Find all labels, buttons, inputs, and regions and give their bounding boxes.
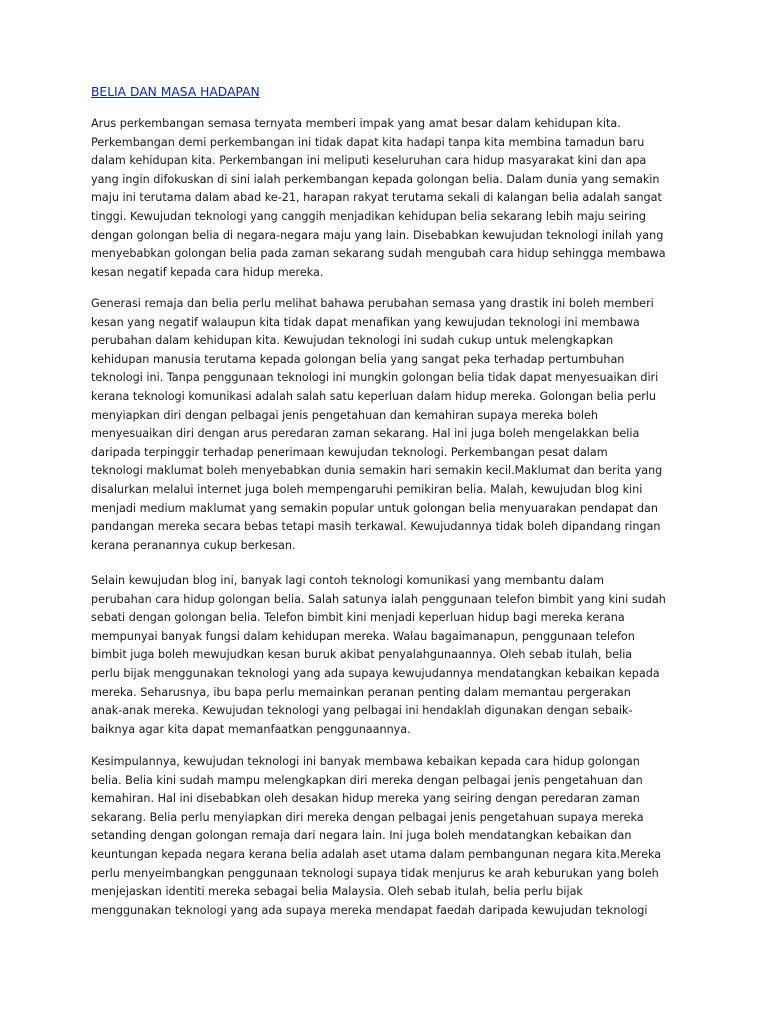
paragraph-line: menyiapkan diri dengan pelbagai jenis pengetahuan dan kemahiran supaya mereka boleh: [91, 408, 598, 422]
paragraph-line: teknologi maklumat boleh menyebabkan dunia semakin hari semakin kecil.Maklumat dan berita yang: [91, 464, 663, 478]
paragraph-line: perlu menyeimbangkan penggunaan teknologi supaya tidak menjurus ke arah keburukan yang boleh: [91, 866, 659, 880]
paragraph-line: dalam kehidupan kita. Perkembangan ini meliputi keseluruhan cara hidup masyarakat kini dan apa: [91, 154, 647, 168]
paragraph-line: kerana peranannya cukup berkesan.: [91, 538, 296, 552]
paragraph-line: menjadi medium maklumat yang semakin popular untuk golongan belia menyuarakan pendapat dan: [91, 501, 659, 515]
paragraph-1: [91, 115, 666, 282]
paragraph-line: anak-anak mereka. Kewujudan teknologi yang pelbagai ini hendaklah digunakan dengan sebaik-: [91, 704, 633, 718]
paragraph-2: [91, 295, 662, 555]
paragraph-line: kerana teknologi komunikasi adalah salah satu keperluan dalam hidup mereka. Golongan belia perlu: [91, 389, 656, 403]
paragraph-line: Generasi remaja dan belia perlu melihat bahawa perubahan semasa yang drastik ini boleh memberi: [91, 297, 654, 310]
paragraph-line: mereka. Seharusnya, ibu bapa perlu memainkan peranan penting dalam memantau pergerakan: [91, 685, 631, 699]
paragraph-line: pandangan mereka secara bebas tetapi masih terkawal. Kewujudannya tidak boleh dipandang ringan: [91, 520, 661, 534]
paragraph-line: sebati dengan golongan belia. Telefon bimbit kini menjadi keperluan hidup bagi mereka kerana: [91, 611, 625, 625]
paragraph-line: tinggi. Kewujudan teknologi yang canggih menjadikan kehidupan belia sekarang lebih maju seiring: [91, 209, 646, 223]
paragraph-line: yang ingin difokuskan di sini ialah perkembangan kepada golongan belia. Dalam dunia yang semakin: [91, 172, 660, 186]
paragraph-line: disalurkan melalui internet juga boleh mempengaruhi pemikiran belia. Malah, kewujudan blog kini: [91, 482, 643, 496]
paragraph-line: menjejaskan identiti mereka sebagai belia Malaysia. Oleh sebab itulah, belia perlu bijak: [91, 885, 583, 899]
paragraph-4: [91, 753, 661, 920]
paragraph-line: keuntungan kepada negara kerana belia adalah aset utama dalam pembangunan negara kita.Mereka: [91, 847, 662, 861]
paragraph-line: maju ini terutama dalam abad ke-21, harapan rakyat terutama sekali di kalangan belia adalah sangat: [91, 191, 662, 205]
paragraph-line: kemahiran. Hal ini disebabkan oleh desakan hidup mereka yang seiring dengan peredaran zaman: [91, 792, 640, 806]
paragraph-line: setanding dengan golongan remaja dari negara lain. Ini juga boleh mendatangkan kebaikan dan: [91, 829, 632, 843]
paragraph-line: perlu bijak menggunakan teknologi yang ada supaya kewujudannya mendatangkan kebaikan kepada: [91, 666, 660, 680]
paragraph-line: Perkembangan demi perkembangan ini tidak dapat kita hadapi tanpa kita membina tamadun baru: [91, 135, 645, 149]
paragraph-line: daripada terpinggir terhadap penerimaan kewujudan teknologi. Perkembangan pesat dalam: [91, 445, 608, 459]
paragraph-line: Arus perkembangan semasa ternyata memberi impak yang amat besar dalam kehidupan kita.: [91, 117, 621, 130]
paragraph-line: teknologi ini. Tanpa penggunaan teknologi ini mungkin golongan belia tidak dapat menyesuaikan diri: [91, 371, 659, 385]
paragraph-line: sekarang. Belia perlu menyiapkan diri mereka dengan pelbagai jenis pengetahuan supaya mereka: [91, 810, 644, 824]
paragraph-3: [91, 572, 666, 739]
paragraph-line: bimbit juga boleh mewujudkan kesan buruk akibat penyalahgunaannya. Oleh sebab itulah, belia: [91, 648, 633, 662]
paragraph-line: perubahan dalam kehidupan kita. Kewujudan teknologi ini sudah cukup untuk melengkapkan: [91, 334, 614, 348]
paragraph-line: mempunyai banyak fungsi dalam kehidupan mereka. Walau bagaimanapun, penggunaan telefon: [91, 629, 635, 643]
paragraph-line: menggunakan teknologi yang ada supaya mereka mendapat faedah daripada kewujudan teknologi: [91, 903, 648, 917]
paragraph-line: kesan yang negatif walaupun kita tidak dapat menafikan yang kewujudan teknologi ini membawa: [91, 315, 640, 329]
paragraph-line: Kesimpulannya, kewujudan teknologi ini banyak membawa kebaikan kepada cara hidup golongan: [91, 755, 640, 768]
document-title-link[interactable]: BELIA DAN MASA HADAPAN: [91, 85, 260, 99]
paragraph-line: menyesuaikan diri dengan arus peredaran zaman sekarang. Hal ini juga boleh mengelakkan belia: [91, 427, 640, 441]
paragraph-line: perubahan cara hidup golongan belia. Salah satunya ialah penggunaan telefon bimbit yang kini sudah: [91, 592, 666, 606]
paragraph-line: Selain kewujudan blog ini, banyak lagi contoh teknologi komunikasi yang membantu dalam: [91, 574, 605, 587]
paragraph-line: menyebabkan golongan belia pada zaman sekarang sudah mengubah cara hidup sehingga membawa: [91, 247, 666, 261]
paragraph-line: dengan golongan belia di negara-negara maju yang lain. Disebabkan kewujudan teknologi inilah yang: [91, 228, 664, 242]
paragraph-line: kesan negatif kepada cara hidup mereka.: [91, 265, 324, 279]
paragraph-line: belia. Belia kini sudah mampu melengkapkan diri mereka dengan pelbagai jenis pengetahuan dan: [91, 773, 643, 787]
paragraph-line: kehidupan manusia terutama kepada golongan belia yang sangat peka terhadap pertumbuhan: [91, 352, 625, 366]
paragraph-line: baiknya agar kita dapat memanfaatkan penggunaannya.: [91, 722, 411, 736]
